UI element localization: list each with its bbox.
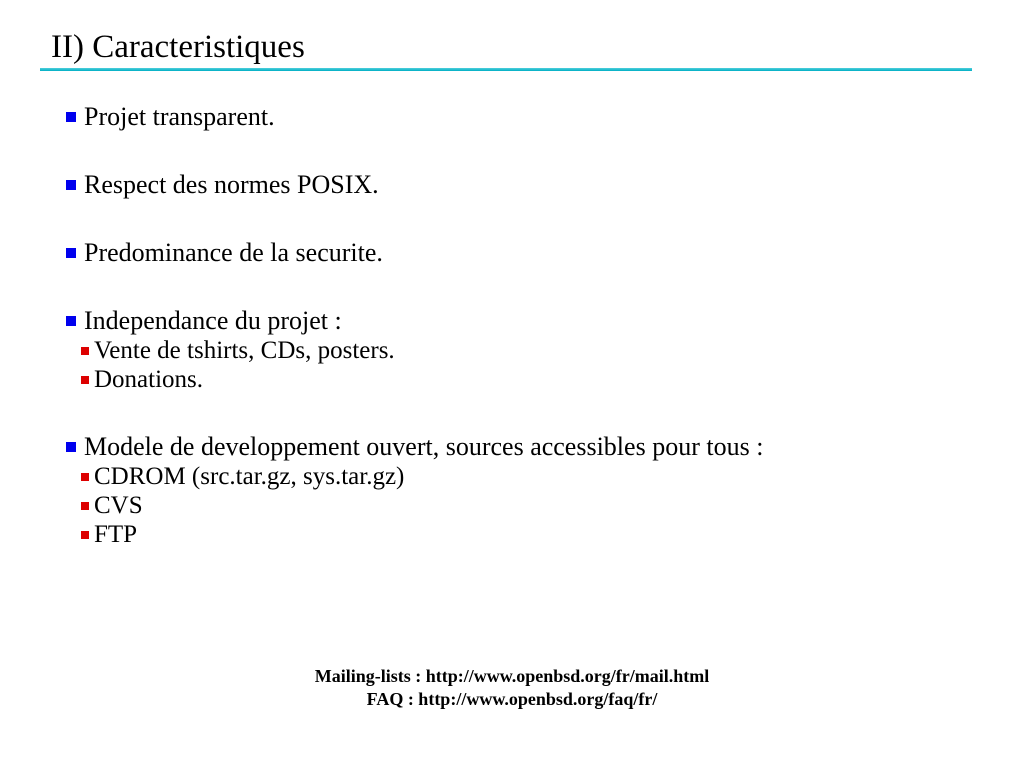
sub-bullet-item-label: CVS [94,492,143,519]
sub-bullet-item [81,462,763,491]
sub-bullet-item [81,520,763,549]
list-item [66,432,763,549]
bullet-item-label: Respect des normes POSIX. [84,170,379,199]
sub-bullet-item-label: Vente de tshirts, CDs, posters. [94,337,395,364]
footer-faq-url: FAQ : http://www.openbsd.org/faq/fr/ [366,689,658,709]
bullet-item [66,102,275,132]
bullet-item [66,432,763,462]
list-item [66,306,395,394]
list-item [66,170,379,200]
bullet-item-label: Projet transparent. [84,102,275,131]
list-item [66,102,275,132]
bullet-item [66,238,383,268]
sub-bullet-square-icon [81,531,89,539]
sub-bullet-item [81,336,395,365]
bullet-square-icon [66,442,76,452]
sub-bullet-square-icon [81,502,89,510]
sub-bullet-square-icon [81,347,89,355]
bullet-square-icon [66,248,76,258]
sub-bullet-item [81,491,763,520]
sub-bullet-square-icon [81,473,89,481]
bullet-item-label: Modele de developpement ouvert, sources accessibles pour tous : [84,432,764,461]
bullet-square-icon [66,112,76,122]
sub-bullet-square-icon [81,376,89,384]
sub-bullet-item-label: CDROM (src.tar.gz, sys.tar.gz) [94,463,405,490]
page-title: II) Caracteristiques [51,29,305,65]
bullet-item-label: Independance du projet : [84,306,342,335]
bullet-item [66,170,379,200]
footer-mailing-lists-url: Mailing-lists : http://www.openbsd.org/fr/mail.html [314,666,710,686]
bullet-item-label: Predominance de la securite. [84,238,383,267]
bullet-square-icon [66,180,76,190]
sub-bullet-item-label: Donations. [94,366,204,393]
list-item [66,238,383,268]
bullet-item [66,306,395,336]
sub-bullet-item-label: FTP [94,521,138,548]
title-underline-rule [40,68,972,71]
bullet-square-icon [66,316,76,326]
sub-bullet-item [81,365,395,394]
slide-footer [0,665,1024,711]
